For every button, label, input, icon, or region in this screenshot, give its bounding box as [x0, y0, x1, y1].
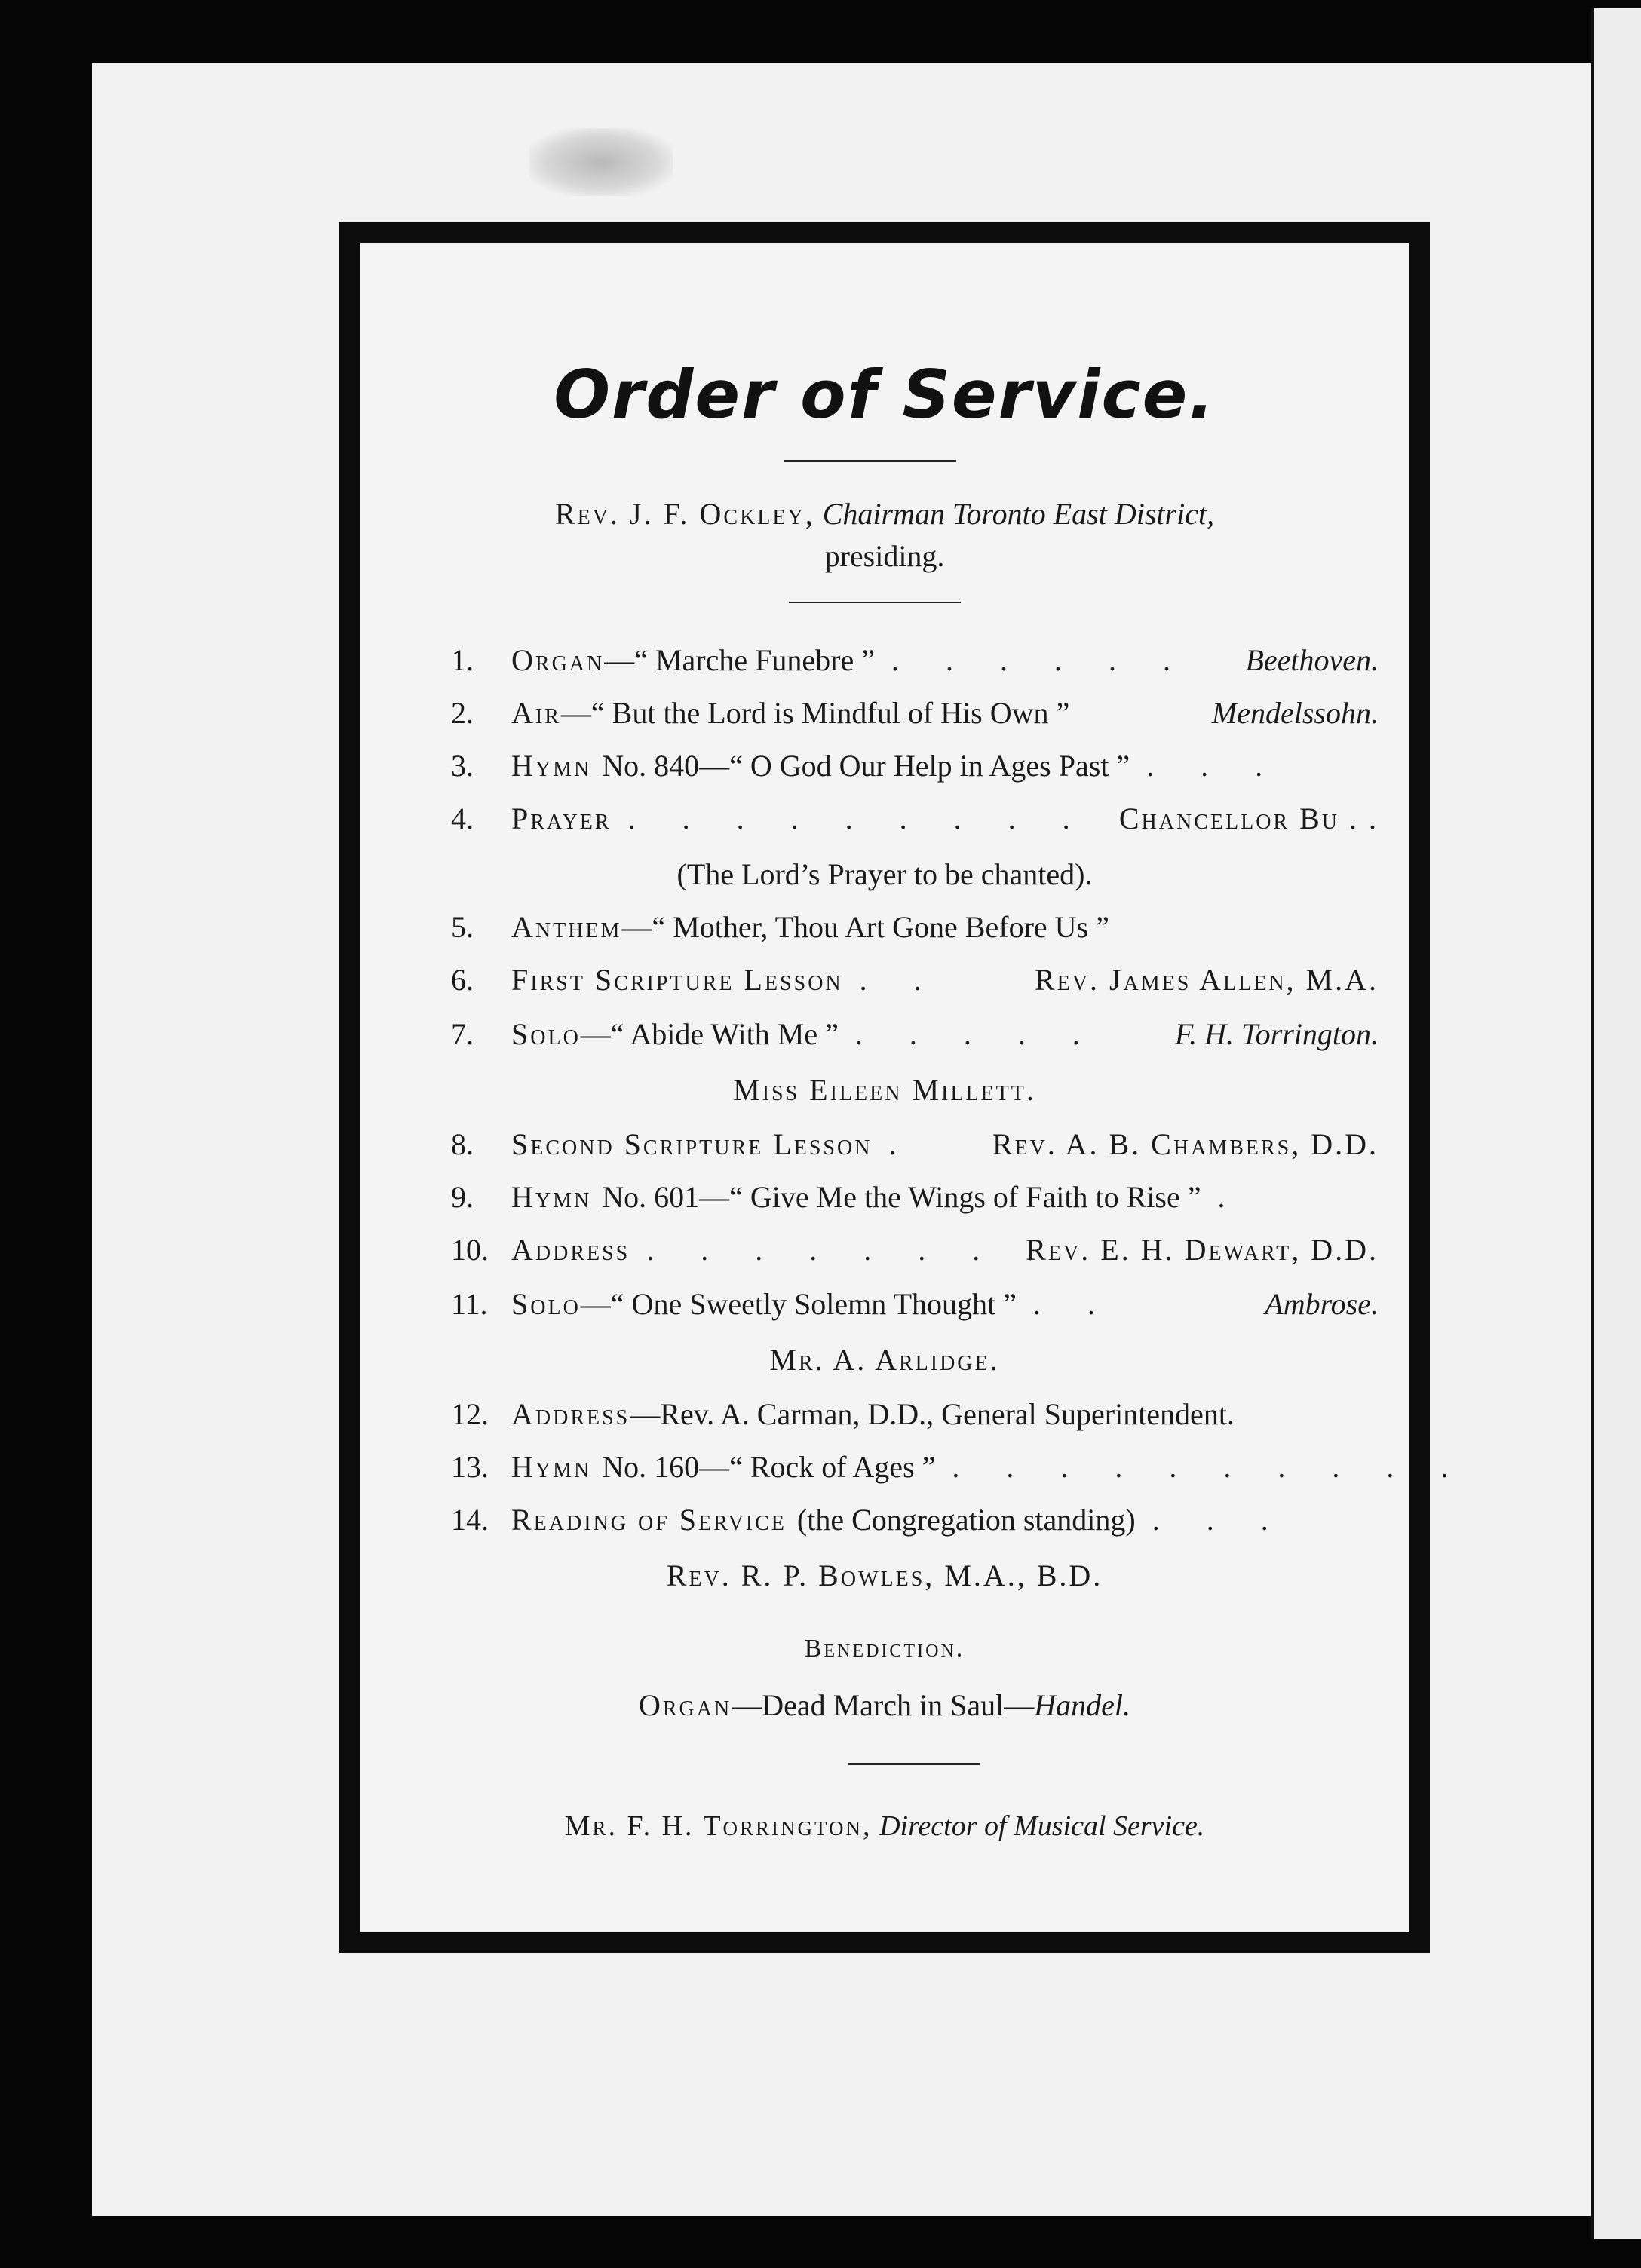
- leader-dots: . . . . . . . . .: [627, 801, 1090, 835]
- divider-rule: [789, 602, 961, 603]
- item-label: Address: [511, 1233, 630, 1267]
- closing-organ: [360, 1687, 1409, 1723]
- item-number: 14.: [451, 1503, 489, 1537]
- item-number: 4.: [451, 801, 474, 835]
- service-item: [451, 1505, 1379, 1535]
- service-item: [451, 801, 1379, 835]
- item-label: Prayer: [511, 801, 612, 835]
- item-text: No. 160—“ Rock of Ages ”: [602, 1450, 936, 1484]
- item-right: Chancellor Bu . .: [1118, 801, 1379, 835]
- item-number: 11.: [451, 1287, 488, 1321]
- service-item: [451, 1450, 1468, 1484]
- item-label: Organ: [511, 643, 605, 677]
- item-text: —“ Abide With Me ”: [580, 1017, 839, 1051]
- item-right: Rev. James Allen, M.A.: [1034, 963, 1379, 997]
- benediction: Benediction.: [804, 1635, 965, 1663]
- item-label: Hymn: [511, 749, 592, 783]
- item-number: 1.: [451, 643, 474, 677]
- leader-dots: .: [1217, 1180, 1245, 1214]
- service-item: [451, 1399, 1379, 1430]
- item-label: Solo: [511, 1017, 581, 1051]
- leader-dots: . . .: [1146, 749, 1283, 783]
- item-right: Rev. E. H. Dewart, D.D.: [1026, 1233, 1379, 1267]
- presiding-name: Rev. J. F. Ockley,: [554, 497, 815, 531]
- item-right: F. H. Torrington.: [1174, 1017, 1379, 1051]
- item-number: 3.: [451, 749, 474, 783]
- item-number: 2.: [451, 696, 474, 730]
- service-item: [451, 1019, 1379, 1050]
- item-label: Air: [511, 696, 561, 730]
- paper-stain: [529, 128, 673, 196]
- item-number: 9.: [451, 1180, 474, 1214]
- leader-dots: . . . . . .: [891, 643, 1190, 677]
- divider-rule: [784, 460, 956, 462]
- item-label: First Scripture Lesson: [511, 963, 843, 997]
- item-number: 13.: [451, 1450, 489, 1484]
- leader-dots: . . . . . . . .: [646, 1233, 1054, 1267]
- service-item: [451, 912, 1379, 942]
- closing-text: —Dead March in Saul—: [732, 1688, 1035, 1722]
- service-item: [451, 645, 1379, 676]
- service-item: [451, 1129, 1379, 1160]
- item-label: Reading of Service: [511, 1503, 787, 1537]
- item-label: Hymn: [511, 1450, 592, 1484]
- item-text: —“ But the Lord is Mindful of His Own ”: [560, 696, 1070, 730]
- item-right: Ambrose.: [1265, 1287, 1379, 1321]
- mourning-border-frame: [339, 222, 1468, 1953]
- closing-composer: Handel.: [1034, 1688, 1130, 1722]
- item-subline: Mr. A. Arlidge.: [769, 1343, 1000, 1377]
- service-item: [451, 698, 1379, 728]
- divider-rule: [848, 1763, 980, 1765]
- item-label: Hymn: [511, 1180, 592, 1214]
- item-text: —Rev. A. Carman, D.D., General Superintendent.: [630, 1397, 1235, 1431]
- service-item: [451, 751, 1379, 781]
- item-number: 12.: [451, 1397, 489, 1431]
- service-item: [451, 1235, 1379, 1265]
- director-name: Mr. F. H. Torrington,: [564, 1810, 873, 1842]
- leader-dots: . . .: [1152, 1503, 1288, 1537]
- leader-dots: . . . . .: [854, 1017, 1100, 1051]
- item-right: Beethoven.: [1245, 643, 1379, 677]
- item-number: 7.: [451, 1017, 474, 1051]
- director-line: [360, 1810, 1409, 1843]
- service-item: [451, 1289, 1379, 1319]
- adjacent-page-edge: [1591, 8, 1641, 2239]
- item-number: 5.: [451, 910, 474, 944]
- presiding-line-2: presiding.: [824, 539, 945, 573]
- item-text: —“ Marche Funebre ”: [604, 643, 875, 677]
- leader-dots: . .: [859, 963, 941, 997]
- page-title: Order of Service.: [554, 356, 1216, 434]
- item-text: —“ One Sweetly Solemn Thought ”: [580, 1287, 1017, 1321]
- item-number: 6.: [451, 963, 474, 997]
- service-item: [451, 1182, 1379, 1212]
- item-label: Address: [511, 1397, 630, 1431]
- item-number: 8.: [451, 1127, 474, 1161]
- leader-dots: . .: [1032, 1287, 1115, 1321]
- director-role: Director of Musical Service.: [879, 1810, 1205, 1842]
- item-text: (the Congregation standing): [796, 1503, 1136, 1537]
- item-subline: Miss Eileen Millett.: [733, 1073, 1036, 1107]
- service-item: [451, 965, 1379, 995]
- leader-dots: .: [888, 1127, 916, 1161]
- item-text: —“ Mother, Thou Art Gone Before Us ”: [621, 910, 1109, 944]
- item-label: Second Scripture Lesson: [511, 1127, 873, 1161]
- leader-dots: . . . . . . . . . .: [952, 1450, 1468, 1484]
- item-label: Anthem: [511, 910, 622, 944]
- item-subline: Rev. R. P. Bowles, M.A., B.D.: [666, 1558, 1103, 1592]
- item-text: No. 840—“ O God Our Help in Ages Past ”: [602, 749, 1130, 783]
- presiding-role: Chairman Toronto East District,: [822, 497, 1215, 531]
- item-label: Solo: [511, 1287, 581, 1321]
- item-right: Mendelssohn.: [1211, 696, 1379, 730]
- item-right: Rev. A. B. Chambers, D.D.: [992, 1127, 1379, 1161]
- closing-label: Organ: [638, 1688, 732, 1722]
- item-subline: (The Lord’s Prayer to be chanted).: [676, 857, 1093, 891]
- item-number: 10.: [451, 1233, 489, 1267]
- item-text: No. 601—“ Give Me the Wings of Faith to Rise ”: [602, 1180, 1201, 1214]
- presiding-line: [360, 496, 1409, 532]
